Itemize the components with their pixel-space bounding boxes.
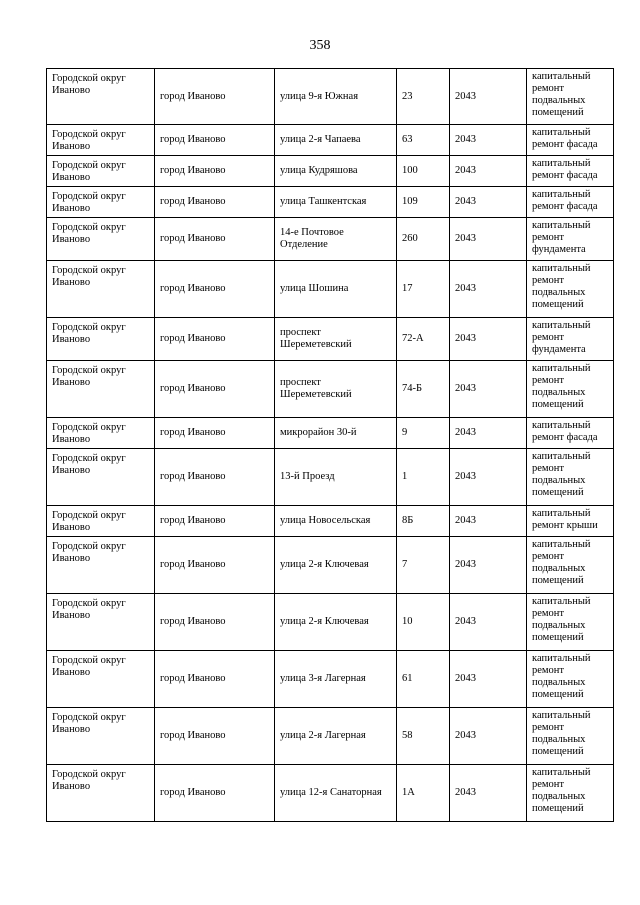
table-row xyxy=(47,506,614,537)
district-cell: Городской округ Иваново xyxy=(47,218,155,261)
year-cell: 2043 xyxy=(450,361,527,418)
street-cell: улица Шошина xyxy=(275,261,397,318)
table-row xyxy=(47,261,614,318)
table-row xyxy=(47,651,614,708)
work-type-cell: капитальный ремонт фасада xyxy=(527,187,614,218)
work-type-cell: капитальный ремонт фасада xyxy=(527,156,614,187)
city-cell: город Иваново xyxy=(155,418,275,449)
district-cell: Городской округ Иваново xyxy=(47,69,155,125)
house-number-cell: 8Б xyxy=(397,506,450,537)
table-row xyxy=(47,708,614,765)
house-number-cell: 63 xyxy=(397,125,450,156)
city-cell: город Иваново xyxy=(155,765,275,822)
house-number-cell: 58 xyxy=(397,708,450,765)
city-cell: город Иваново xyxy=(155,449,275,506)
table-row xyxy=(47,594,614,651)
district-cell: Городской округ Иваново xyxy=(47,361,155,418)
street-cell: 14-е Почтовое Отделение xyxy=(275,218,397,261)
year-cell: 2043 xyxy=(450,537,527,594)
street-cell: улица 2-я Ключевая xyxy=(275,594,397,651)
district-cell: Городской округ Иваново xyxy=(47,156,155,187)
street-cell: 13-й Проезд xyxy=(275,449,397,506)
table-row xyxy=(47,361,614,418)
table-row xyxy=(47,187,614,218)
house-number-cell: 61 xyxy=(397,651,450,708)
year-cell: 2043 xyxy=(450,69,527,125)
house-number-cell: 9 xyxy=(397,418,450,449)
district-cell: Городской округ Иваново xyxy=(47,594,155,651)
year-cell: 2043 xyxy=(450,318,527,361)
district-cell: Городской округ Иваново xyxy=(47,537,155,594)
district-cell: Городской округ Иваново xyxy=(47,765,155,822)
year-cell: 2043 xyxy=(450,449,527,506)
city-cell: город Иваново xyxy=(155,651,275,708)
city-cell: город Иваново xyxy=(155,261,275,318)
work-type-cell: капитальный ремонт подвальных помещений xyxy=(527,69,614,125)
work-type-cell: капитальный ремонт подвальных помещений xyxy=(527,261,614,318)
street-cell: улица 2-я Ключевая xyxy=(275,537,397,594)
district-cell: Городской округ Иваново xyxy=(47,449,155,506)
house-number-cell: 10 xyxy=(397,594,450,651)
year-cell: 2043 xyxy=(450,261,527,318)
city-cell: город Иваново xyxy=(155,594,275,651)
work-type-cell: капитальный ремонт подвальных помещений xyxy=(527,708,614,765)
city-cell: город Иваново xyxy=(155,125,275,156)
city-cell: город Иваново xyxy=(155,156,275,187)
work-type-cell: капитальный ремонт подвальных помещений xyxy=(527,594,614,651)
street-cell: улица Новосельская xyxy=(275,506,397,537)
street-cell: проспект Шереметевский xyxy=(275,361,397,418)
year-cell: 2043 xyxy=(450,594,527,651)
district-cell: Городской округ Иваново xyxy=(47,651,155,708)
street-cell: улица Ташкентская xyxy=(275,187,397,218)
work-type-cell: капитальный ремонт фундамента xyxy=(527,218,614,261)
street-cell: улица 3-я Лагерная xyxy=(275,651,397,708)
year-cell: 2043 xyxy=(450,125,527,156)
year-cell: 2043 xyxy=(450,418,527,449)
year-cell: 2043 xyxy=(450,765,527,822)
house-number-cell: 7 xyxy=(397,537,450,594)
street-cell: улица 12-я Санаторная xyxy=(275,765,397,822)
street-cell: проспект Шереметевский xyxy=(275,318,397,361)
street-cell: микрорайон 30-й xyxy=(275,418,397,449)
district-cell: Городской округ Иваново xyxy=(47,506,155,537)
year-cell: 2043 xyxy=(450,156,527,187)
table-row xyxy=(47,765,614,822)
year-cell: 2043 xyxy=(450,708,527,765)
year-cell: 2043 xyxy=(450,187,527,218)
district-cell: Городской округ Иваново xyxy=(47,187,155,218)
street-cell: улица Кудряшова xyxy=(275,156,397,187)
repair-schedule-table xyxy=(46,68,614,822)
house-number-cell: 109 xyxy=(397,187,450,218)
table-row xyxy=(47,449,614,506)
district-cell: Городской округ Иваново xyxy=(47,708,155,765)
city-cell: город Иваново xyxy=(155,708,275,765)
work-type-cell: капитальный ремонт фасада xyxy=(527,418,614,449)
work-type-cell: капитальный ремонт подвальных помещений xyxy=(527,361,614,418)
district-cell: Городской округ Иваново xyxy=(47,318,155,361)
work-type-cell: капитальный ремонт фасада xyxy=(527,125,614,156)
house-number-cell: 72-А xyxy=(397,318,450,361)
city-cell: город Иваново xyxy=(155,69,275,125)
city-cell: город Иваново xyxy=(155,187,275,218)
city-cell: город Иваново xyxy=(155,537,275,594)
city-cell: город Иваново xyxy=(155,506,275,537)
city-cell: город Иваново xyxy=(155,318,275,361)
district-cell: Городской округ Иваново xyxy=(47,261,155,318)
table-row xyxy=(47,318,614,361)
page-number: 358 xyxy=(309,38,331,53)
house-number-cell: 74-Б xyxy=(397,361,450,418)
street-cell: улица 2-я Лагерная xyxy=(275,708,397,765)
district-cell: Городской округ Иваново xyxy=(47,125,155,156)
year-cell: 2043 xyxy=(450,218,527,261)
city-cell: город Иваново xyxy=(155,218,275,261)
house-number-cell: 17 xyxy=(397,261,450,318)
house-number-cell: 260 xyxy=(397,218,450,261)
work-type-cell: капитальный ремонт крыши xyxy=(527,506,614,537)
table-row xyxy=(47,418,614,449)
work-type-cell: капитальный ремонт фундамента xyxy=(527,318,614,361)
street-cell: улица 2-я Чапаева xyxy=(275,125,397,156)
district-cell: Городской округ Иваново xyxy=(47,418,155,449)
city-cell: город Иваново xyxy=(155,361,275,418)
work-type-cell: капитальный ремонт подвальных помещений xyxy=(527,765,614,822)
work-type-cell: капитальный ремонт подвальных помещений xyxy=(527,651,614,708)
table-row xyxy=(47,537,614,594)
street-cell: улица 9-я Южная xyxy=(275,69,397,125)
house-number-cell: 1 xyxy=(397,449,450,506)
table-row xyxy=(47,218,614,261)
table-row xyxy=(47,156,614,187)
year-cell: 2043 xyxy=(450,506,527,537)
table-row xyxy=(47,69,614,125)
table-body xyxy=(47,69,614,822)
house-number-cell: 23 xyxy=(397,69,450,125)
work-type-cell: капитальный ремонт подвальных помещений xyxy=(527,537,614,594)
year-cell: 2043 xyxy=(450,651,527,708)
work-type-cell: капитальный ремонт подвальных помещений xyxy=(527,449,614,506)
house-number-cell: 100 xyxy=(397,156,450,187)
house-number-cell: 1А xyxy=(397,765,450,822)
table-row xyxy=(47,125,614,156)
